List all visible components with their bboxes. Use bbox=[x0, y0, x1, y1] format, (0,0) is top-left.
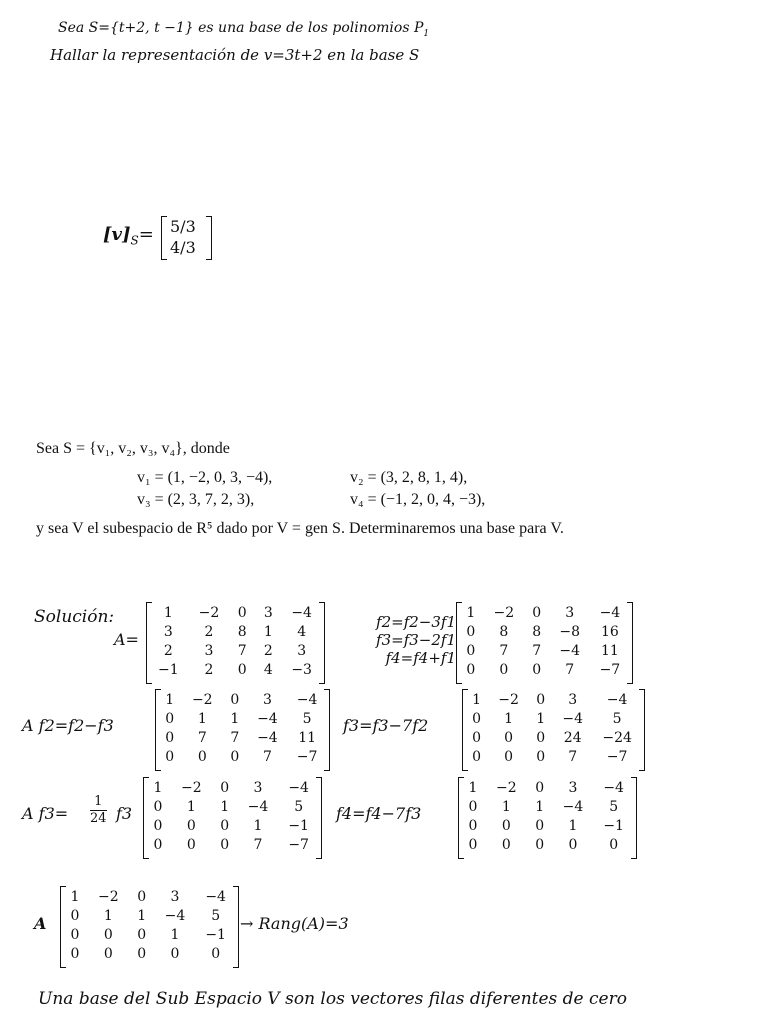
matrix-cell: 0 bbox=[230, 749, 240, 765]
matrix-cell: 7 bbox=[532, 643, 542, 659]
matrix-row bbox=[464, 748, 642, 767]
matrix-cell: −7 bbox=[288, 837, 309, 853]
matrix-cell: −24 bbox=[602, 730, 632, 746]
matrix-cell: 1 bbox=[197, 711, 207, 727]
matrix-cell: 0 bbox=[165, 711, 175, 727]
step3-suffix: f3 bbox=[116, 804, 133, 823]
matrix-row bbox=[460, 779, 634, 798]
matrix-cell: 1 bbox=[472, 692, 481, 708]
matrix-row bbox=[157, 691, 327, 710]
matrix-cell: 1 bbox=[466, 605, 476, 621]
matrix-cell: −3 bbox=[291, 662, 312, 678]
ops-step1: f2=f2−3f1 f3=f3−2f1 f4=f4+f1 bbox=[376, 613, 456, 667]
matrix-cell: 1 bbox=[568, 818, 578, 834]
matrix-cell: −4 bbox=[247, 799, 269, 815]
matrix-cell: 7 bbox=[253, 837, 263, 853]
m3-grid bbox=[157, 691, 327, 767]
matrix-cell: 24 bbox=[563, 730, 582, 746]
matrix-cell: 0 bbox=[535, 780, 545, 796]
matrix-row bbox=[148, 642, 322, 661]
matrix-cell: −4 bbox=[288, 780, 309, 796]
matrix-cell: 0 bbox=[211, 946, 221, 962]
matrix-row bbox=[62, 888, 236, 907]
matrix-cell: −2 bbox=[493, 605, 515, 621]
matrix-cell: 0 bbox=[70, 908, 80, 924]
matrix-cell: 7 bbox=[237, 643, 247, 659]
matrix-row bbox=[157, 748, 327, 767]
matrix-cell: 0 bbox=[137, 889, 147, 905]
matrix-cell: 0 bbox=[237, 662, 247, 678]
problem2-statement: y sea V el subespacio de R⁵ dado por V = gen S. Determinaremos una base para V. bbox=[36, 520, 564, 537]
m5-bracket-right bbox=[316, 777, 322, 859]
matrix-cell: 3 bbox=[297, 643, 307, 659]
matrix-cell: 8 bbox=[237, 624, 247, 640]
rank-result: → Rang(A)=3 bbox=[240, 914, 349, 933]
matrix-cell: −2 bbox=[198, 605, 220, 621]
matrix-cell: −4 bbox=[606, 692, 628, 708]
matrix-cell: −4 bbox=[257, 730, 278, 746]
step4-prefix: A bbox=[34, 914, 47, 933]
matrix-cell: 1 bbox=[103, 908, 113, 924]
matrix-cell: 5 bbox=[302, 711, 312, 727]
matrix-cell: −4 bbox=[603, 780, 624, 796]
matrix-cell: −4 bbox=[164, 908, 186, 924]
matrix-cell: −4 bbox=[562, 711, 584, 727]
matrix-cell: 4 bbox=[297, 624, 307, 640]
matrix-cell: 0 bbox=[472, 711, 481, 727]
matrix-cell: 0 bbox=[472, 749, 481, 765]
matrix-cell: 7 bbox=[197, 730, 207, 746]
matrix-cell: 0 bbox=[220, 780, 230, 796]
matrix-a-label: A= bbox=[114, 630, 139, 649]
step2-prefix: A f2=f2−f3 bbox=[22, 716, 114, 735]
problem1-line2: Hallar la representación de v=3t+2 en la base S bbox=[50, 46, 420, 64]
op-step3: f3=f3−7f2 bbox=[343, 716, 429, 735]
fraction-1-24: 1 24 bbox=[90, 794, 107, 826]
matrix-cell: −4 bbox=[257, 711, 278, 727]
matrix-cell: 2 bbox=[204, 662, 214, 678]
vector-v4: v₄ = (−1, 2, 0, 4, −3), bbox=[350, 491, 486, 508]
matrix-cell: −4 bbox=[562, 799, 584, 815]
matrix-cell: 1 bbox=[504, 711, 514, 727]
op-step5: f4=f4−7f3 bbox=[336, 804, 422, 823]
matrix-cell: 0 bbox=[466, 662, 476, 678]
matrix-cell: 0 bbox=[536, 749, 546, 765]
matrix-cell: 0 bbox=[504, 749, 514, 765]
matrix-cell: 5 bbox=[609, 799, 619, 815]
matrix-row bbox=[148, 623, 322, 642]
conclusion: Una base del Sub Espacio V son los vectores filas diferentes de cero bbox=[38, 989, 627, 1009]
matrix-cell: 0 bbox=[153, 837, 163, 853]
m5-grid bbox=[145, 779, 319, 855]
matrix-cell: 0 bbox=[137, 946, 147, 962]
matrix-cell: 1 bbox=[186, 799, 196, 815]
matrix-row bbox=[145, 779, 319, 798]
matrix-cell: 7 bbox=[499, 643, 509, 659]
m2-bracket-right bbox=[627, 602, 633, 684]
matrix-cell: 3 bbox=[163, 624, 173, 640]
matrix-cell: −1 bbox=[603, 818, 624, 834]
matrix-cell: 5 bbox=[211, 908, 221, 924]
matrix-row bbox=[145, 798, 319, 817]
matrix-cell: 3 bbox=[253, 780, 263, 796]
matrix-cell: 7 bbox=[565, 662, 575, 678]
matrix-cell: 7 bbox=[230, 730, 240, 746]
result-vector bbox=[170, 216, 196, 258]
result-bracket-left bbox=[161, 216, 167, 260]
vector-v1: v₁ = (1, −2, 0, 3, −4), bbox=[137, 469, 273, 486]
matrix-cell: 0 bbox=[536, 692, 546, 708]
m3-bracket-right bbox=[324, 689, 330, 771]
m1-grid bbox=[148, 604, 322, 680]
matrix-cell: 8 bbox=[532, 624, 542, 640]
result-label: $[v]_S=$ bbox=[103, 224, 154, 248]
m7-bracket-right bbox=[233, 886, 239, 968]
matrix-cell: 1 bbox=[253, 818, 263, 834]
matrix-cell: 0 bbox=[165, 749, 175, 765]
matrix-cell: 1 bbox=[165, 692, 175, 708]
matrix-cell: 0 bbox=[153, 818, 163, 834]
matrix-row bbox=[145, 817, 319, 836]
matrix-cell: 3 bbox=[262, 692, 272, 708]
matrix-cell: 0 bbox=[532, 605, 542, 621]
matrix-cell: 0 bbox=[501, 837, 511, 853]
matrix-row bbox=[464, 710, 642, 729]
matrix-cell: 11 bbox=[298, 730, 317, 746]
matrix-cell: 2 bbox=[204, 624, 214, 640]
matrix-cell: 0 bbox=[197, 749, 207, 765]
matrix-cell: 0 bbox=[70, 927, 80, 943]
matrix-cell: 11 bbox=[600, 643, 619, 659]
matrix-cell: −7 bbox=[296, 749, 318, 765]
matrix-cell: 1 bbox=[220, 799, 230, 815]
matrix-cell: −2 bbox=[496, 780, 517, 796]
matrix-cell: 5 bbox=[612, 711, 622, 727]
matrix-cell: 0 bbox=[220, 818, 230, 834]
matrix-cell: −2 bbox=[191, 692, 213, 708]
matrix-row bbox=[62, 907, 236, 926]
matrix-cell: 2 bbox=[263, 643, 273, 659]
matrix-cell: 3 bbox=[568, 692, 578, 708]
matrix-cell: 2 bbox=[163, 643, 173, 659]
matrix-cell: 0 bbox=[237, 605, 247, 621]
matrix-cell: 0 bbox=[103, 927, 113, 943]
m2-grid bbox=[458, 604, 630, 680]
matrix-row bbox=[145, 836, 319, 855]
solution-label: Solución: bbox=[34, 607, 115, 627]
matrix-cell: 0 bbox=[468, 799, 478, 815]
matrix-cell: 8 bbox=[499, 624, 509, 640]
matrix-cell: 1 bbox=[70, 889, 80, 905]
matrix-cell: 0 bbox=[504, 730, 514, 746]
problem1-line1: Sea S={t+2, t −1} es una base de los polinomios $P_1$ bbox=[58, 20, 430, 39]
matrix-cell: −1 bbox=[288, 818, 309, 834]
matrix-cell: 0 bbox=[499, 662, 509, 678]
matrix-row bbox=[62, 945, 236, 964]
matrix-cell: −1 bbox=[157, 662, 179, 678]
matrix-cell: 0 bbox=[165, 730, 175, 746]
matrix-cell: 1 bbox=[153, 780, 163, 796]
matrix-cell: −1 bbox=[205, 927, 226, 943]
matrix-cell: 1 bbox=[468, 780, 478, 796]
matrix-row bbox=[458, 642, 630, 661]
m4-grid bbox=[464, 691, 642, 767]
matrix-cell: 0 bbox=[170, 946, 180, 962]
result-value-2: 4/3 bbox=[170, 238, 196, 257]
matrix-row bbox=[148, 661, 322, 680]
matrix-cell: 0 bbox=[472, 730, 481, 746]
matrix-cell: −2 bbox=[498, 692, 519, 708]
matrix-cell: 1 bbox=[163, 605, 173, 621]
matrix-cell: 0 bbox=[536, 730, 546, 746]
step3-prefix: A f3= bbox=[22, 804, 69, 823]
matrix-cell: 16 bbox=[600, 624, 619, 640]
result-bracket-right bbox=[206, 216, 212, 260]
matrix-cell: 3 bbox=[204, 643, 214, 659]
result-value-1: 5/3 bbox=[170, 217, 196, 236]
matrix-row bbox=[458, 661, 630, 680]
m4-bracket-right bbox=[639, 689, 645, 771]
matrix-cell: 1 bbox=[536, 711, 546, 727]
matrix-cell: −8 bbox=[559, 624, 581, 640]
matrix-cell: 1 bbox=[170, 927, 180, 943]
matrix-cell: 5 bbox=[294, 799, 304, 815]
matrix-cell: 0 bbox=[137, 927, 147, 943]
matrix-row bbox=[460, 798, 634, 817]
matrix-cell: 0 bbox=[103, 946, 113, 962]
matrix-cell: 3 bbox=[565, 605, 575, 621]
matrix-cell: 7 bbox=[262, 749, 272, 765]
matrix-cell: 0 bbox=[153, 799, 163, 815]
matrix-cell: 0 bbox=[535, 818, 545, 834]
matrix-cell: 4 bbox=[263, 662, 273, 678]
matrix-row bbox=[460, 836, 634, 855]
matrix-cell: −2 bbox=[181, 780, 202, 796]
matrix-cell: −4 bbox=[291, 605, 312, 621]
matrix-cell: 0 bbox=[468, 837, 478, 853]
vector-v3: v₃ = (2, 3, 7, 2, 3), bbox=[137, 491, 255, 508]
matrix-cell: 3 bbox=[263, 605, 273, 621]
matrix-row bbox=[148, 604, 322, 623]
matrix-cell: −4 bbox=[296, 692, 318, 708]
matrix-cell: 0 bbox=[535, 837, 545, 853]
matrix-cell: 0 bbox=[568, 837, 578, 853]
matrix-row bbox=[464, 691, 642, 710]
matrix-cell: 1 bbox=[535, 799, 545, 815]
matrix-cell: −4 bbox=[205, 889, 226, 905]
matrix-row bbox=[157, 710, 327, 729]
matrix-cell: 1 bbox=[501, 799, 511, 815]
matrix-cell: 0 bbox=[220, 837, 230, 853]
matrix-cell: −7 bbox=[599, 662, 621, 678]
matrix-cell: 0 bbox=[532, 662, 542, 678]
matrix-row bbox=[157, 729, 327, 748]
matrix-cell: 1 bbox=[137, 908, 147, 924]
matrix-row bbox=[458, 604, 630, 623]
matrix-row bbox=[464, 729, 642, 748]
matrix-cell: 3 bbox=[170, 889, 180, 905]
matrix-cell: 0 bbox=[230, 692, 240, 708]
matrix-cell: 0 bbox=[186, 818, 196, 834]
matrix-row bbox=[62, 926, 236, 945]
matrix-cell: 3 bbox=[568, 780, 578, 796]
matrix-cell: 0 bbox=[466, 643, 476, 659]
problem2-intro: Sea S = {v₁, v₂, v₃, v₄}, donde bbox=[36, 440, 230, 457]
matrix-cell: 0 bbox=[186, 837, 196, 853]
matrix-cell: 0 bbox=[70, 946, 80, 962]
m1-bracket-right bbox=[319, 602, 325, 684]
matrix-cell: 1 bbox=[263, 624, 273, 640]
m7-grid bbox=[62, 888, 236, 964]
matrix-cell: 0 bbox=[609, 837, 619, 853]
matrix-row bbox=[458, 623, 630, 642]
m6-bracket-right bbox=[631, 777, 637, 859]
matrix-cell: −7 bbox=[606, 749, 628, 765]
m6-grid bbox=[460, 779, 634, 855]
matrix-cell: 1 bbox=[230, 711, 240, 727]
matrix-cell: 0 bbox=[501, 818, 511, 834]
matrix-cell: −4 bbox=[599, 605, 621, 621]
matrix-cell: 0 bbox=[468, 818, 478, 834]
matrix-cell: −4 bbox=[559, 643, 581, 659]
matrix-row bbox=[460, 817, 634, 836]
matrix-cell: 0 bbox=[466, 624, 476, 640]
vector-v2: v₂ = (3, 2, 8, 1, 4), bbox=[350, 469, 468, 486]
matrix-cell: −2 bbox=[98, 889, 119, 905]
matrix-cell: 7 bbox=[568, 749, 578, 765]
